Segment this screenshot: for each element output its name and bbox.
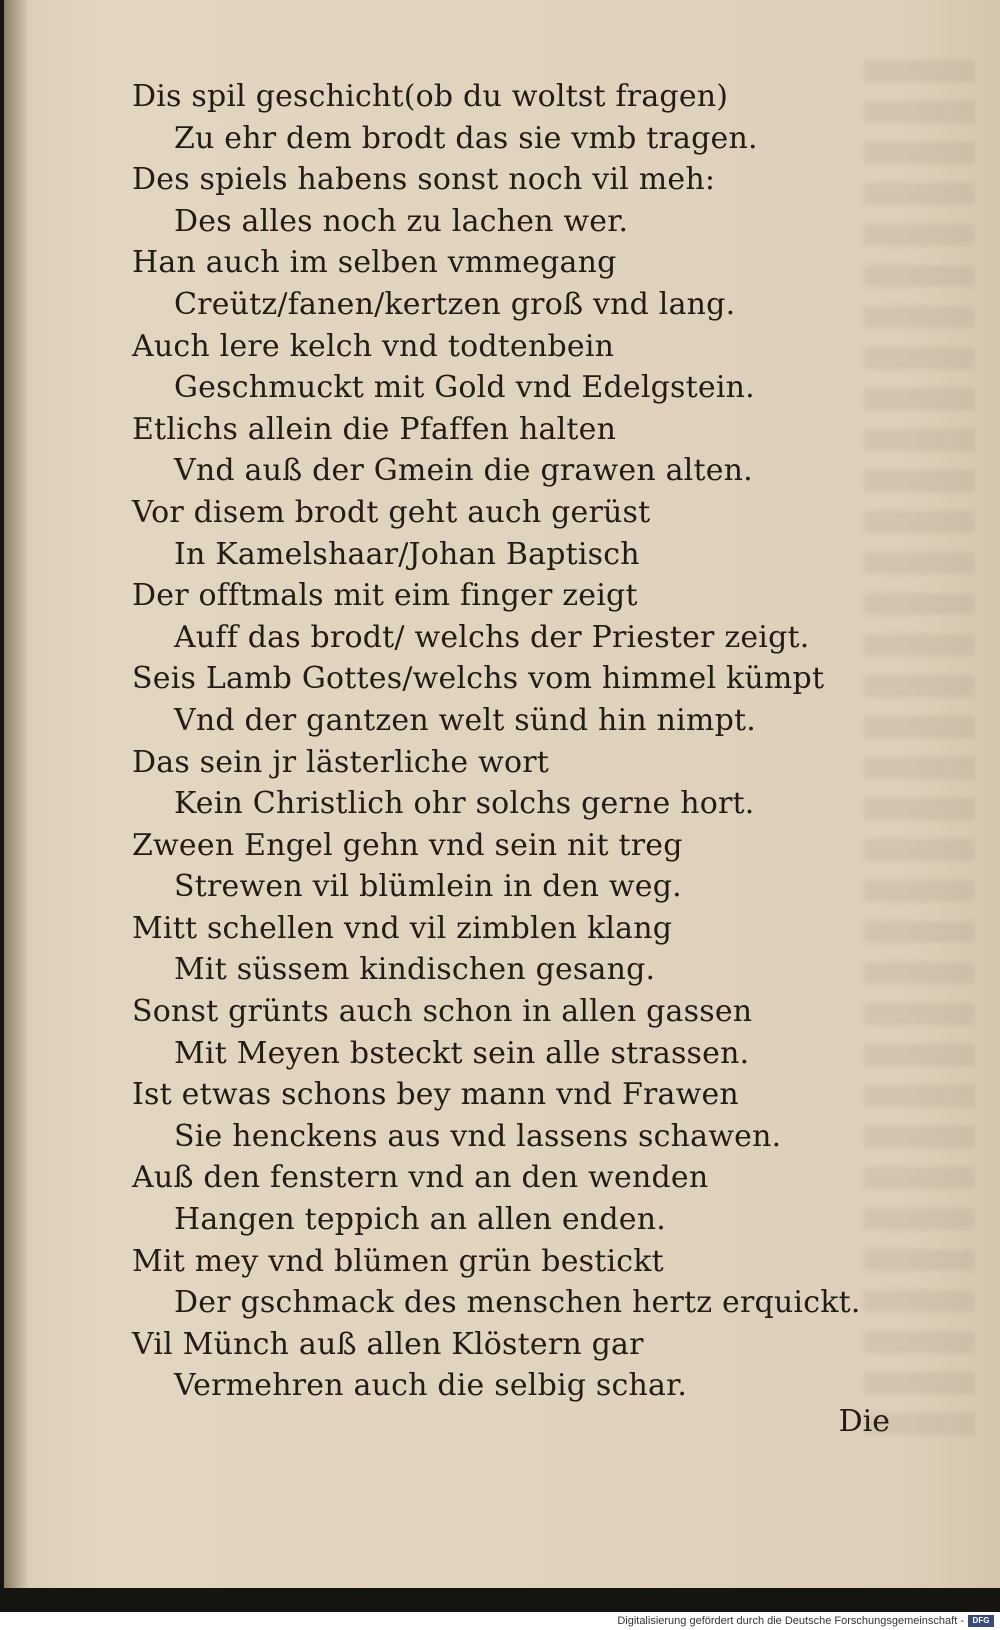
text-line: Zween Engel gehn vnd sein nit treg (132, 827, 683, 863)
text-line: Seis Lamb Gottes/welchs vom himmel kümpt (132, 661, 825, 697)
text-line: Ist etwas schons bey mann vnd Frawen (132, 1077, 739, 1113)
text-line: Vnd auß der Gmein die grawen alten. (174, 453, 753, 489)
text-line: Des spiels habens sonst noch vil meh: (132, 162, 716, 198)
text-line: Auß den fenstern vnd an den wenden (132, 1160, 709, 1196)
footer-credit-bar (0, 1612, 1000, 1630)
text-line: Vnd der gantzen welt sünd hin nimpt. (174, 702, 756, 738)
text-line: Hangen teppich an allen enden. (174, 1202, 666, 1238)
text-line: Vor disem brodt geht auch gerüst (132, 494, 651, 530)
text-line: Dis spil geschicht(ob du woltst fragen) (132, 79, 729, 114)
dfg-logo-icon: DFG (968, 1615, 994, 1627)
text-line: Geschmuckt mit Gold vnd Edelgstein. (174, 370, 755, 406)
text-line: Vil Münch auß allen Klöstern gar (132, 1326, 644, 1362)
book-page (4, 0, 1000, 1588)
footer-credit-text: Digitalisierung gefördert durch die Deutsche Forschungsgemeinschaft - (617, 1615, 964, 1627)
text-line: Han auch im selben vmmegang (132, 245, 617, 281)
text-line: Kein Christlich ohr solchs gerne hort. (174, 786, 755, 822)
text-line: Des alles noch zu lachen wer. (174, 203, 629, 239)
poem-text-block (132, 76, 952, 1407)
text-line: Der offtmals mit eim finger zeigt (132, 578, 638, 614)
text-line: Auch lere kelch vnd todtenbein (132, 328, 615, 364)
text-line: Das sein jr lästerliche wort (132, 744, 550, 780)
text-line: Creütz/fanen/kertzen groß vnd lang. (174, 286, 736, 322)
text-line: Sonst grünts auch schon in allen gassen (132, 994, 753, 1030)
page-gutter-shadow (4, 0, 28, 1588)
text-line: Mit Meyen bsteckt sein alle strassen. (174, 1035, 750, 1071)
text-line: Etlichs allein die Pfaffen halten (132, 411, 617, 447)
text-line: Sie henckens aus vnd lassens schawen. (174, 1118, 782, 1154)
text-line: Mit süssem kindischen gesang. (174, 952, 656, 988)
text-line: Zu ehr dem brodt das sie vmb tragen. (174, 120, 758, 156)
text-line: In Kamelshaar/Johan Baptisch (174, 536, 640, 572)
catchword: Die (838, 1404, 890, 1439)
text-line: Der gschmack des menschen hertz erquickt. (174, 1285, 861, 1321)
text-line: Mit mey vnd blümen grün bestickt (132, 1243, 664, 1279)
text-line: Vermehren auch die selbig schar. (174, 1368, 688, 1404)
text-line: Auff das brodt/ welchs der Priester zeigt. (174, 619, 810, 655)
text-line: Mitt schellen vnd vil zimblen klang (132, 910, 673, 946)
text-line: Strewen vil blümlein in den weg. (174, 869, 682, 905)
